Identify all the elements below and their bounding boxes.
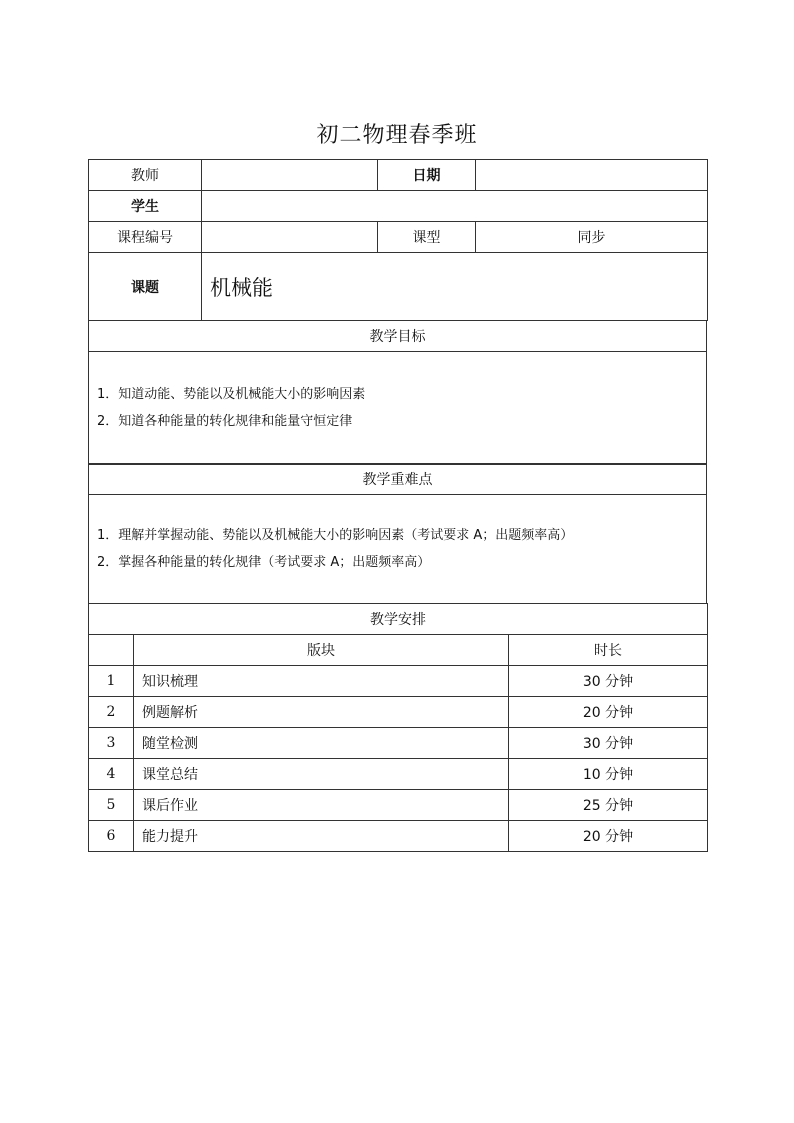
course-number-label: 课程编号: [89, 222, 202, 253]
topic-label: 课题: [89, 253, 202, 321]
table-row: [89, 666, 708, 697]
module-cell: 课堂总结: [134, 759, 509, 790]
module-cell: 例题解析: [134, 697, 509, 728]
teacher-label: 教师: [89, 160, 202, 191]
table-row: [89, 821, 708, 852]
objective-item: 1．知道动能、势能以及机械能大小的影响因素: [97, 387, 366, 402]
key-point-item: 2．掌握各种能量的转化规律（考试要求 A；出题频率高）: [97, 555, 431, 570]
duration-cell: 20 分钟: [509, 697, 708, 728]
key-point-item: 1．理解并掌握动能、势能以及机械能大小的影响因素（考试要求 A；出题频率高）: [97, 528, 574, 543]
duration-cell: 25 分钟: [509, 790, 708, 821]
student-label: 学生: [89, 191, 202, 222]
student-value[interactable]: [202, 191, 708, 222]
row-number: 6: [89, 821, 134, 852]
duration-cell: 20 分钟: [509, 821, 708, 852]
duration-cell: 30 分钟: [509, 728, 708, 759]
module-column-header: 版块: [134, 635, 509, 666]
table-row: [89, 697, 708, 728]
objectives-body: [89, 352, 707, 465]
duration-cell: 30 分钟: [509, 666, 708, 697]
key-points-heading: 教学重难点: [89, 464, 707, 495]
topic-value[interactable]: 机械能: [202, 253, 708, 321]
schedule-heading: 教学安排: [89, 604, 708, 635]
course-number-value[interactable]: [202, 222, 378, 253]
date-value[interactable]: [476, 160, 708, 191]
row-number: 4: [89, 759, 134, 790]
row-number: 2: [89, 697, 134, 728]
row-number: 1: [89, 666, 134, 697]
module-cell: 课后作业: [134, 790, 509, 821]
key-points-body: [89, 495, 707, 604]
duration-cell: 10 分钟: [509, 759, 708, 790]
table-row: [89, 790, 708, 821]
objectives-section: [88, 320, 707, 465]
key-points-section: [88, 463, 707, 604]
module-cell: 知识梳理: [134, 666, 509, 697]
table-row: [89, 759, 708, 790]
row-number: 5: [89, 790, 134, 821]
course-type-label: 课型: [378, 222, 476, 253]
module-cell: 随堂检测: [134, 728, 509, 759]
page-title: 初二物理春季班: [316, 123, 478, 148]
course-type-value[interactable]: 同步: [476, 222, 708, 253]
table-row: [89, 728, 708, 759]
module-cell: 能力提升: [134, 821, 509, 852]
schedule-number-header: [89, 635, 134, 666]
teacher-value[interactable]: [202, 160, 378, 191]
duration-column-header: 时长: [509, 635, 708, 666]
objective-item: 2．知道各种能量的转化规律和能量守恒定律: [97, 414, 353, 429]
row-number: 3: [89, 728, 134, 759]
schedule-table: [88, 603, 708, 852]
date-label: 日期: [378, 160, 476, 191]
objectives-heading: 教学目标: [89, 321, 707, 352]
lesson-info-table: [88, 159, 708, 321]
